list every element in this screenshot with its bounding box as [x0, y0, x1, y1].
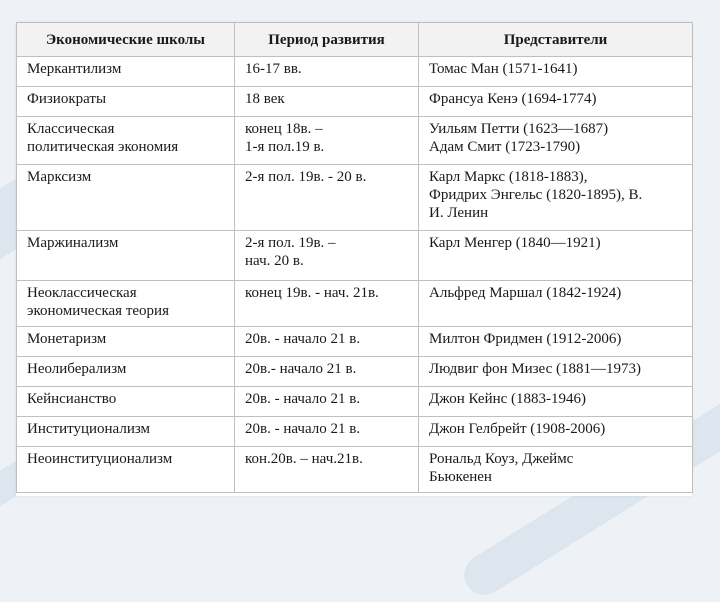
school-text: экономическая теория: [27, 303, 169, 319]
period-cell: [235, 231, 419, 281]
representatives-cell: [419, 87, 693, 117]
school-text: Неоклассическая: [27, 285, 137, 301]
representatives-cell: [419, 165, 693, 231]
school-cell: [17, 165, 235, 231]
table-row: [17, 117, 693, 165]
period-text: конец 18в. –: [245, 121, 323, 137]
representatives-cell: [419, 417, 693, 447]
school-cell: [17, 281, 235, 327]
period-cell: [235, 447, 419, 493]
period-text: 16-17 вв.: [245, 61, 302, 77]
header-schools: Экономические школы: [17, 23, 235, 57]
school-text: Монетаризм: [27, 331, 107, 347]
representatives-cell: [419, 231, 693, 281]
school-text: Маржинализм: [27, 235, 119, 251]
table-row: [17, 281, 693, 327]
table-row: [17, 447, 693, 493]
period-cell: [235, 165, 419, 231]
representatives-cell: [419, 327, 693, 357]
period-text: 20в. - начало 21 в.: [245, 391, 361, 407]
period-cell: [235, 281, 419, 327]
school-cell: [17, 57, 235, 87]
period-text: 20в. - начало 21 в.: [245, 331, 361, 347]
representatives-text: Джон Кейнс (1883-1946): [429, 391, 587, 407]
school-text: Физиократы: [27, 91, 107, 107]
period-cell: [235, 357, 419, 387]
representatives-text: Фридрих Энгельс (1820-1895), В.: [429, 187, 643, 203]
period-text: 2-я пол. 19в. –: [245, 235, 336, 251]
representatives-text: Франсуа Кенэ (1694-1774): [429, 91, 597, 107]
table-row: [17, 57, 693, 87]
representatives-text: Бьюкенен: [429, 469, 492, 485]
table-header-row: [17, 23, 693, 57]
school-cell: [17, 417, 235, 447]
representatives-text: Людвиг фон Мизес (1881—1973): [429, 361, 641, 377]
table-row: [17, 357, 693, 387]
period-text: 20в. - начало 21 в.: [245, 421, 361, 437]
header-period: Период развития: [235, 23, 419, 57]
period-cell: [235, 387, 419, 417]
period-cell: [235, 57, 419, 87]
representatives-text: Карл Менгер (1840—1921): [429, 235, 601, 251]
period-text: 18 век: [245, 91, 285, 107]
representatives-cell: [419, 447, 693, 493]
representatives-text: Джон Гелбрейт (1908-2006): [429, 421, 606, 437]
representatives-cell: [419, 281, 693, 327]
period-text: 1-я пол.19 в.: [245, 139, 325, 155]
representatives-cell: [419, 117, 693, 165]
header-representatives: Представители: [419, 23, 693, 57]
representatives-cell: [419, 57, 693, 87]
school-text: Марксизм: [27, 169, 92, 185]
table-row: [17, 231, 693, 281]
school-text: Неоинституционализм: [27, 451, 173, 467]
school-cell: [17, 387, 235, 417]
school-cell: [17, 327, 235, 357]
representatives-text: И. Ленин: [429, 205, 489, 221]
school-text: Кейнсианство: [27, 391, 117, 407]
period-text: конец 19в. - нач. 21в.: [245, 285, 379, 301]
school-text: Институционализм: [27, 421, 151, 437]
representatives-text: Милтон Фридмен (1912-2006): [429, 331, 622, 347]
table-row: [17, 165, 693, 231]
representatives-text: Рональд Коуз, Джеймс: [429, 451, 574, 467]
school-cell: [17, 117, 235, 165]
school-cell: [17, 231, 235, 281]
representatives-text: Альфред Маршал (1842-1924): [429, 285, 622, 301]
period-text: 20в.- начало 21 в.: [245, 361, 357, 377]
table-row: [17, 87, 693, 117]
school-text: Меркантилизм: [27, 61, 122, 77]
period-cell: [235, 87, 419, 117]
period-text: 2-я пол. 19в. - 20 в.: [245, 169, 367, 185]
school-cell: [17, 357, 235, 387]
school-text: политическая экономия: [27, 139, 179, 155]
period-text: нач. 20 в.: [245, 253, 304, 269]
representatives-cell: [419, 387, 693, 417]
period-cell: [235, 417, 419, 447]
table-row: [17, 417, 693, 447]
slide: [16, 22, 692, 496]
representatives-cell: [419, 357, 693, 387]
representatives-text: Уильям Петти (1623—1687): [429, 121, 609, 137]
period-cell: [235, 327, 419, 357]
representatives-text: Томас Ман (1571-1641): [429, 61, 578, 77]
table-row: [17, 387, 693, 417]
table-row: [17, 327, 693, 357]
period-cell: [235, 117, 419, 165]
school-text: Классическая: [27, 121, 115, 137]
representatives-text: Адам Смит (1723-1790): [429, 139, 581, 155]
school-cell: [17, 447, 235, 493]
period-text: кон.20в. – нач.21в.: [245, 451, 363, 467]
representatives-text: Карл Маркс (1818-1883),: [429, 169, 588, 185]
school-text: Неолиберализм: [27, 361, 127, 377]
economic-schools-table: [16, 22, 693, 493]
school-cell: [17, 87, 235, 117]
